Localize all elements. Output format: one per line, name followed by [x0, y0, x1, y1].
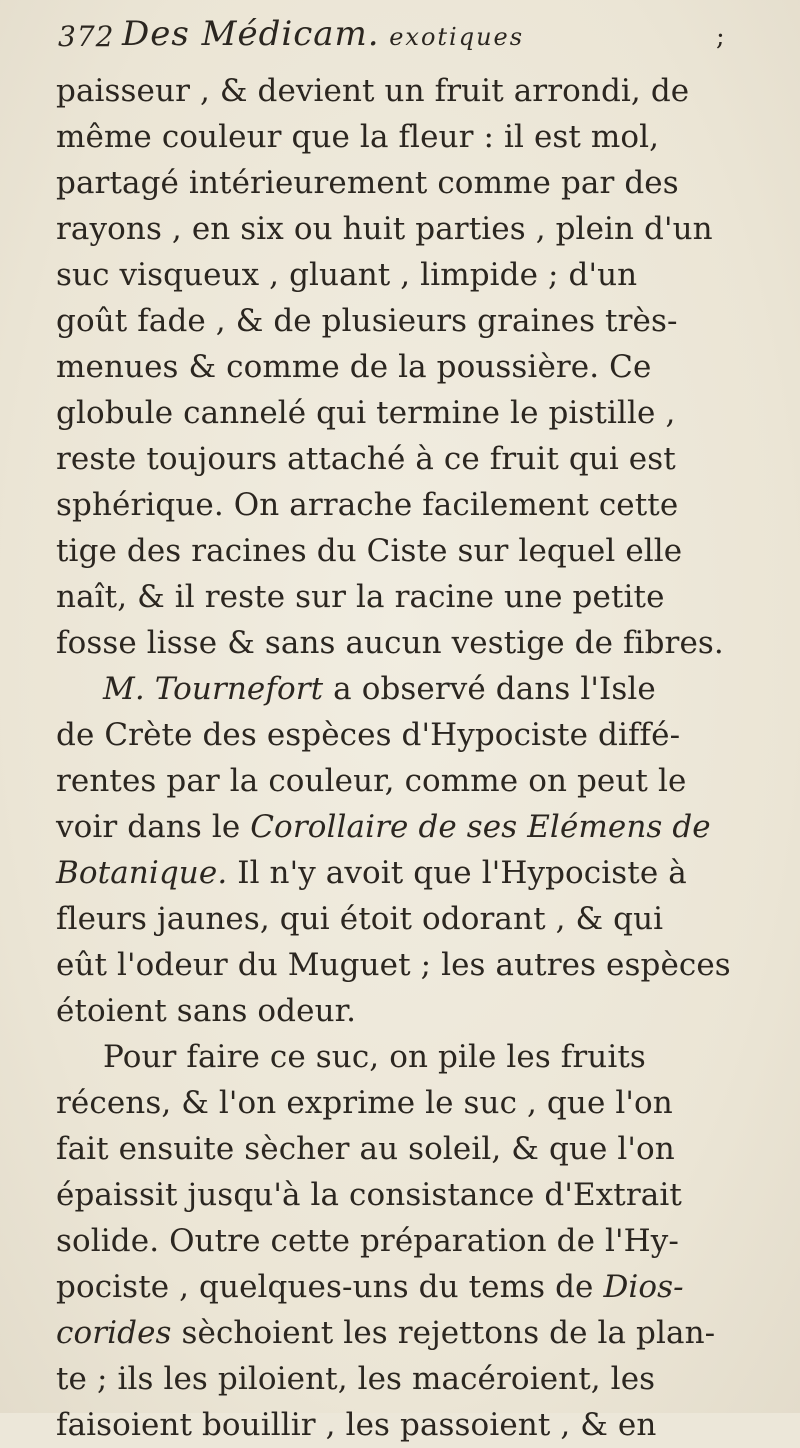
text-line: [56, 712, 791, 758]
text-line: [56, 896, 791, 942]
text-line: [56, 1310, 791, 1356]
text-line: [56, 1172, 791, 1218]
text-run: pociste , quelques-uns du tems de: [56, 1269, 604, 1305]
text-line: [56, 804, 791, 850]
text-run: menues & comme de la poussière. Ce: [56, 349, 652, 385]
text-line: [56, 344, 791, 390]
text-line: [56, 436, 791, 482]
text-line: [56, 298, 791, 344]
text-run: partagé intérieurement comme par des: [56, 165, 679, 201]
italic-text: Dios-: [603, 1269, 684, 1305]
text-run: sphérique. On arrache facilement cette: [56, 487, 679, 523]
text-run: voir dans le: [56, 809, 251, 845]
page-number: 372: [58, 20, 115, 53]
text-line: [56, 620, 791, 666]
text-line: [56, 1356, 791, 1402]
text-run: solide. Outre cette préparation de l'Hy-: [56, 1223, 679, 1259]
text-run: sèchoient les rejettons de la plan-: [171, 1315, 716, 1351]
text-run: rentes par la couleur, comme on peut le: [56, 763, 687, 799]
text-run: Il n'y avoit que l'Hypociste à: [227, 855, 687, 891]
text-run: Pour faire ce suc, on pile les fruits: [103, 1039, 646, 1075]
text-line: [56, 1126, 791, 1172]
text-line: [56, 528, 791, 574]
text-line: [56, 1218, 791, 1264]
text-run: goût fade , & de plusieurs graines très-: [56, 303, 678, 339]
text-run: tige des racines du Ciste sur lequel elle: [56, 533, 683, 569]
text-line: [56, 160, 791, 206]
text-run: eût l'odeur du Muguet ; les autres espèces: [56, 947, 731, 983]
text-run: épaissit jusqu'à la consistance d'Extrait: [56, 1177, 682, 1213]
text-run: fait ensuite sècher au soleil, & que l'on: [56, 1131, 675, 1167]
text-run: reste toujours attaché à ce fruit qui est: [56, 441, 676, 477]
text-line: [56, 942, 791, 988]
text-run: étoient sans odeur.: [56, 993, 357, 1029]
text-run: rayons , en six ou huit parties , plein d'un: [56, 211, 713, 247]
text-line: [56, 206, 791, 252]
running-title: [122, 14, 524, 54]
text-run: faisoient bouillir , les passoient , & en: [56, 1407, 657, 1443]
header-mark: ;: [716, 22, 725, 52]
text-line: [56, 758, 791, 804]
text-run: de Crète des espèces d'Hypociste diffé-: [56, 717, 681, 753]
italic-text: corides: [56, 1315, 172, 1351]
running-title-rest: exotiques: [379, 23, 525, 51]
text-run: fosse lisse & sans aucun vestige de fibres.: [56, 625, 724, 661]
text-run: même couleur que la fleur : il est mol,: [56, 119, 660, 155]
text-line: [56, 1080, 791, 1126]
text-line: [56, 988, 791, 1034]
text-line: [56, 574, 791, 620]
text-run: fleurs jaunes, qui étoit odorant , & qui: [56, 901, 664, 937]
italic-text: Corollaire de ses Elémens de: [250, 809, 711, 845]
text-line: [56, 252, 791, 298]
text-line: [56, 482, 791, 528]
text-run: te ; ils les piloient, les macéroient, les: [56, 1361, 656, 1397]
text-line: [56, 850, 791, 896]
text-run: globule cannelé qui termine le pistille ,: [56, 395, 676, 431]
text-line: [56, 1402, 791, 1448]
italic-text: M. Tournefort: [103, 671, 324, 707]
text-line: [56, 1034, 791, 1080]
text-line: [56, 114, 791, 160]
page-body-text: [56, 68, 791, 1448]
italic-text: Botanique.: [56, 855, 228, 891]
text-line: [56, 390, 791, 436]
text-line: [56, 666, 791, 712]
text-run: paisseur , & devient un fruit arrondi, de: [56, 73, 690, 109]
text-run: récens, & l'on exprime le suc , que l'on: [56, 1085, 673, 1121]
text-run: naît, & il reste sur la racine une petite: [56, 579, 665, 615]
running-title-lead: Des Médicam.: [122, 14, 380, 54]
text-line: [56, 1264, 791, 1310]
text-line: [56, 68, 791, 114]
text-run: a observé dans l'Isle: [323, 671, 656, 707]
text-run: suc visqueux , gluant , limpide ; d'un: [56, 257, 638, 293]
